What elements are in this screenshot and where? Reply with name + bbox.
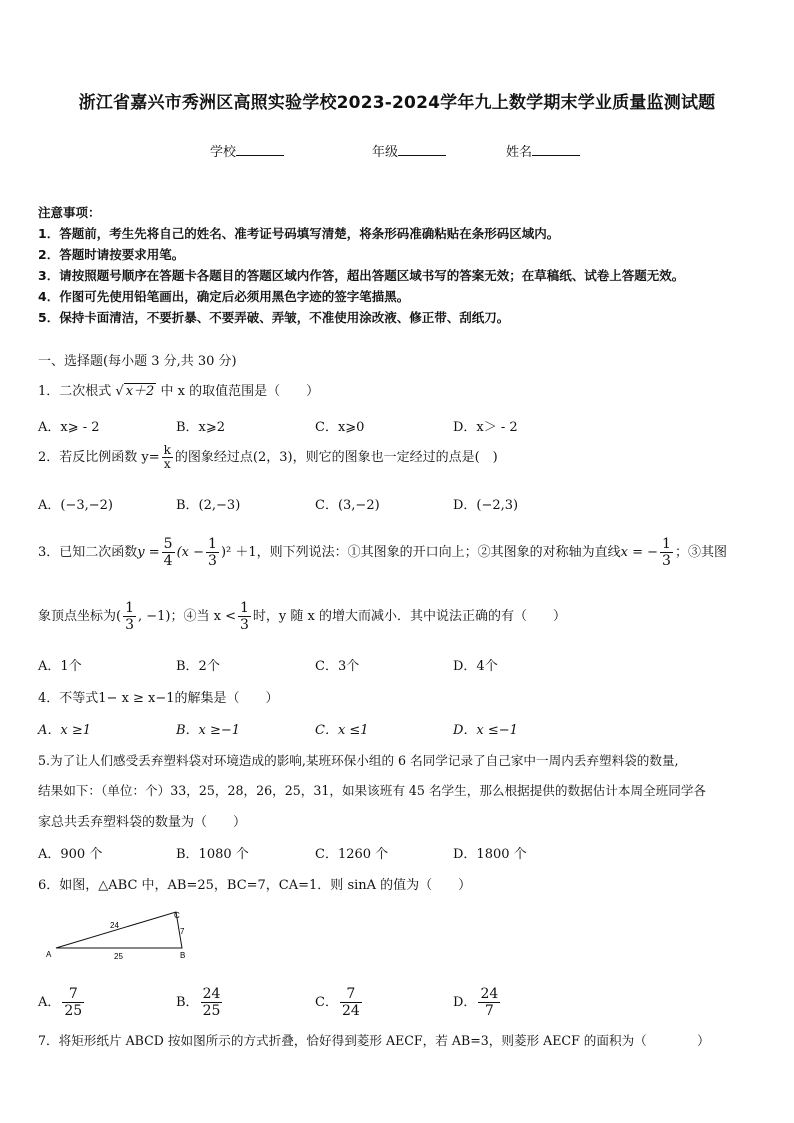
q6-option-d — [453, 986, 502, 1019]
q6-c-den: 24 — [341, 1003, 360, 1019]
q2-option-d: D．(−2,3) — [453, 498, 519, 513]
q6-b-num: 24 — [202, 986, 221, 1002]
q3-h-frac — [206, 536, 219, 569]
vertex-c-label: C — [174, 911, 180, 920]
notice-item-2: 2．答题时请按要求用笔。 — [38, 247, 185, 262]
q3-axis: x = − — [620, 545, 659, 560]
q3-vertex-num: 1 — [125, 600, 134, 616]
question-1 — [38, 380, 319, 399]
q3-axis-den: 3 — [662, 553, 671, 569]
q3-line2-suffix: 时，y 随 x 的增大而减小．其中说法正确的有（ ） — [252, 609, 566, 624]
q6-option-a — [38, 986, 86, 1019]
q6-option-c-label: C． — [315, 995, 338, 1010]
q6-option-d-label: D． — [453, 995, 477, 1010]
name-blank — [532, 143, 580, 156]
q6-a-den: 25 — [64, 1003, 83, 1019]
q3-option-c: C．3个 — [315, 659, 360, 674]
grade-field — [372, 141, 446, 160]
q4-option-c: C．x ≤1 — [315, 723, 369, 738]
q6-b-den: 25 — [202, 1003, 221, 1019]
q6-option-c — [315, 986, 364, 1019]
q1-option-a: A．x⩾ - 2 — [38, 420, 100, 435]
vertex-b-label: B — [180, 951, 186, 960]
notice-item-5: 5．保持卡面清洁，不要折暴、不要弄破、弄皱，不准使用涂改液、修正带、刮纸刀。 — [38, 310, 510, 325]
grade-label: 年级 — [372, 145, 399, 160]
q5-option-a: A．900 个 — [38, 847, 103, 862]
q6-option-d-frac — [478, 986, 500, 1019]
notice-item-1: 1．答题前，考生先将自己的姓名、准考证号码填写清楚，将条形码准确粘贴在条形码区域内。 — [38, 226, 560, 241]
q2-option-a: A．(−3,−2) — [38, 498, 113, 513]
q2-prefix: 2．若反比例函数 y= — [38, 450, 160, 465]
q3-vertex-mid: , −1)；④当 x < — [138, 609, 236, 624]
vertex-a-label: A — [46, 950, 52, 959]
q6-d-den: 7 — [484, 1003, 494, 1019]
q3-when-frac — [238, 600, 251, 633]
q5-option-d: D．1800 个 — [453, 847, 527, 862]
q3-option-b: B．2个 — [176, 659, 220, 674]
q3-coef-num: 5 — [163, 536, 173, 552]
question-3-line-2 — [38, 600, 566, 633]
question-3-line-1 — [38, 536, 727, 569]
question-5-line-1: 5.为了让人们感受丢弃塑料袋对环境造成的影响,某班环保小组的 6 名同学记录了自己家中一周内丢弃塑料袋的数量, — [38, 753, 679, 768]
q6-option-b-frac — [201, 986, 223, 1019]
q2-frac-den: x — [163, 457, 171, 471]
q1-prefix: 1．二次根式 — [38, 384, 112, 399]
q3-vertex-frac — [123, 600, 136, 633]
q1-option-b: B．x⩾2 — [176, 420, 226, 435]
q3-when-den: 3 — [240, 617, 249, 633]
q3-option-a: A．1个 — [38, 659, 82, 674]
q2-option-b: B．(2,−3) — [176, 498, 241, 513]
question-6: 6．如图，△ABC 中，AB=25，BC=7，CA=1．则 sinA 的值为（ ） — [38, 878, 472, 893]
triangle-figure — [40, 906, 200, 964]
q3-when-num: 1 — [240, 600, 249, 616]
q6-option-c-frac — [340, 986, 362, 1019]
q1-option-d: D．x＞ - 2 — [453, 420, 518, 435]
q3-y: y = — [137, 545, 160, 560]
q2-frac-num: k — [163, 443, 171, 457]
q6-option-a-frac — [62, 986, 84, 1019]
q3-vertex-prefix: 象顶点坐标为( — [38, 609, 122, 624]
q2-fraction — [162, 444, 173, 471]
triangle-abc — [56, 912, 182, 948]
q3-axis-frac — [660, 536, 673, 569]
q6-option-b — [176, 986, 224, 1019]
side-ab-label: 25 — [114, 952, 123, 961]
side-bc-label: 7 — [180, 927, 185, 936]
q6-option-b-label: B． — [176, 995, 199, 1010]
q3-mid: (x − — [176, 545, 205, 560]
exam-title: 浙江省嘉兴市秀洲区高照实验学校2023-2024学年九上数学期末学业质量监测试题 — [78, 93, 716, 113]
question-7: 7．将矩形纸片 ABCD 按如图所示的方式折叠，恰好得到菱形 AECF，若 AB=3，则菱形 AECF 的面积为（ ） — [38, 1033, 710, 1048]
q6-a-num: 7 — [62, 986, 84, 1003]
notice-item-4: 4．作图可先使用铅笔画出，确定后必须用黑色字迹的签字笔描黑。 — [38, 289, 410, 304]
section-heading: 一、选择题(每小题 3 分,共 30 分) — [38, 354, 237, 369]
q3-prefix: 3．已知二次函数 — [38, 545, 138, 560]
q3-end: ；③其图 — [674, 545, 727, 560]
q3-h-den: 3 — [208, 553, 217, 569]
school-blank — [236, 143, 284, 156]
question-5-line-2: 结果如下：（单位：个）33，25，28，26，25，31，如果该班有 45 名学生，那么根据提供的数据估计本周全班同学各 — [38, 783, 707, 798]
q6-option-a-label: A． — [38, 995, 61, 1010]
q3-coef-den: 4 — [163, 553, 173, 569]
q5-option-c: C．1260 个 — [315, 847, 389, 862]
q5-option-b: B．1080 个 — [176, 847, 249, 862]
q1-radicand: x＋2 — [125, 384, 155, 399]
question-2 — [38, 444, 498, 471]
sqrt-symbol: √ — [115, 384, 124, 399]
q1-suffix: 中 x 的取值范围是（ ） — [160, 384, 320, 399]
q3-option-d: D．4个 — [453, 659, 498, 674]
name-label: 姓名 — [506, 145, 533, 160]
q4-option-b: B．x ≥−1 — [176, 723, 241, 738]
q2-option-c: C．(3,−2) — [315, 498, 380, 513]
notice-heading: 注意事项： — [38, 205, 101, 220]
q3-coef-frac — [162, 536, 175, 569]
q3-h-num: 1 — [208, 536, 217, 552]
q6-d-num: 24 — [480, 986, 499, 1002]
question-5-line-3: 家总共丢弃塑料袋的数量为（ ） — [38, 815, 247, 830]
school-label: 学校 — [210, 145, 237, 160]
q2-suffix: 的图象经过点(2，3)，则它的图象也一定经过的点是( ) — [174, 450, 498, 465]
q1-option-c: C．x⩾0 — [315, 420, 365, 435]
question-4: 4．不等式1− x ≥ x−1的解集是（ ） — [38, 691, 279, 706]
notice-item-3: 3．请按照题号顺序在答题卡各题目的答题区域内作答，超出答题区域书写的答案无效；在草稿纸、试卷上答题无效。 — [38, 268, 685, 283]
grade-blank — [398, 143, 446, 156]
school-field — [210, 141, 284, 160]
q4-option-d: D．x ≤−1 — [453, 723, 518, 738]
q6-c-num: 7 — [340, 986, 362, 1003]
name-field — [506, 141, 580, 160]
side-ac-label: 24 — [110, 921, 119, 930]
q3-vertex-den: 3 — [125, 617, 134, 633]
q3-axis-num: 1 — [662, 536, 671, 552]
q4-option-a: A．x ≥1 — [38, 723, 92, 738]
q3-tail: )² ＋1，则下列说法：①其图象的开口向上；②其图象的对称轴为直线 — [220, 545, 621, 560]
